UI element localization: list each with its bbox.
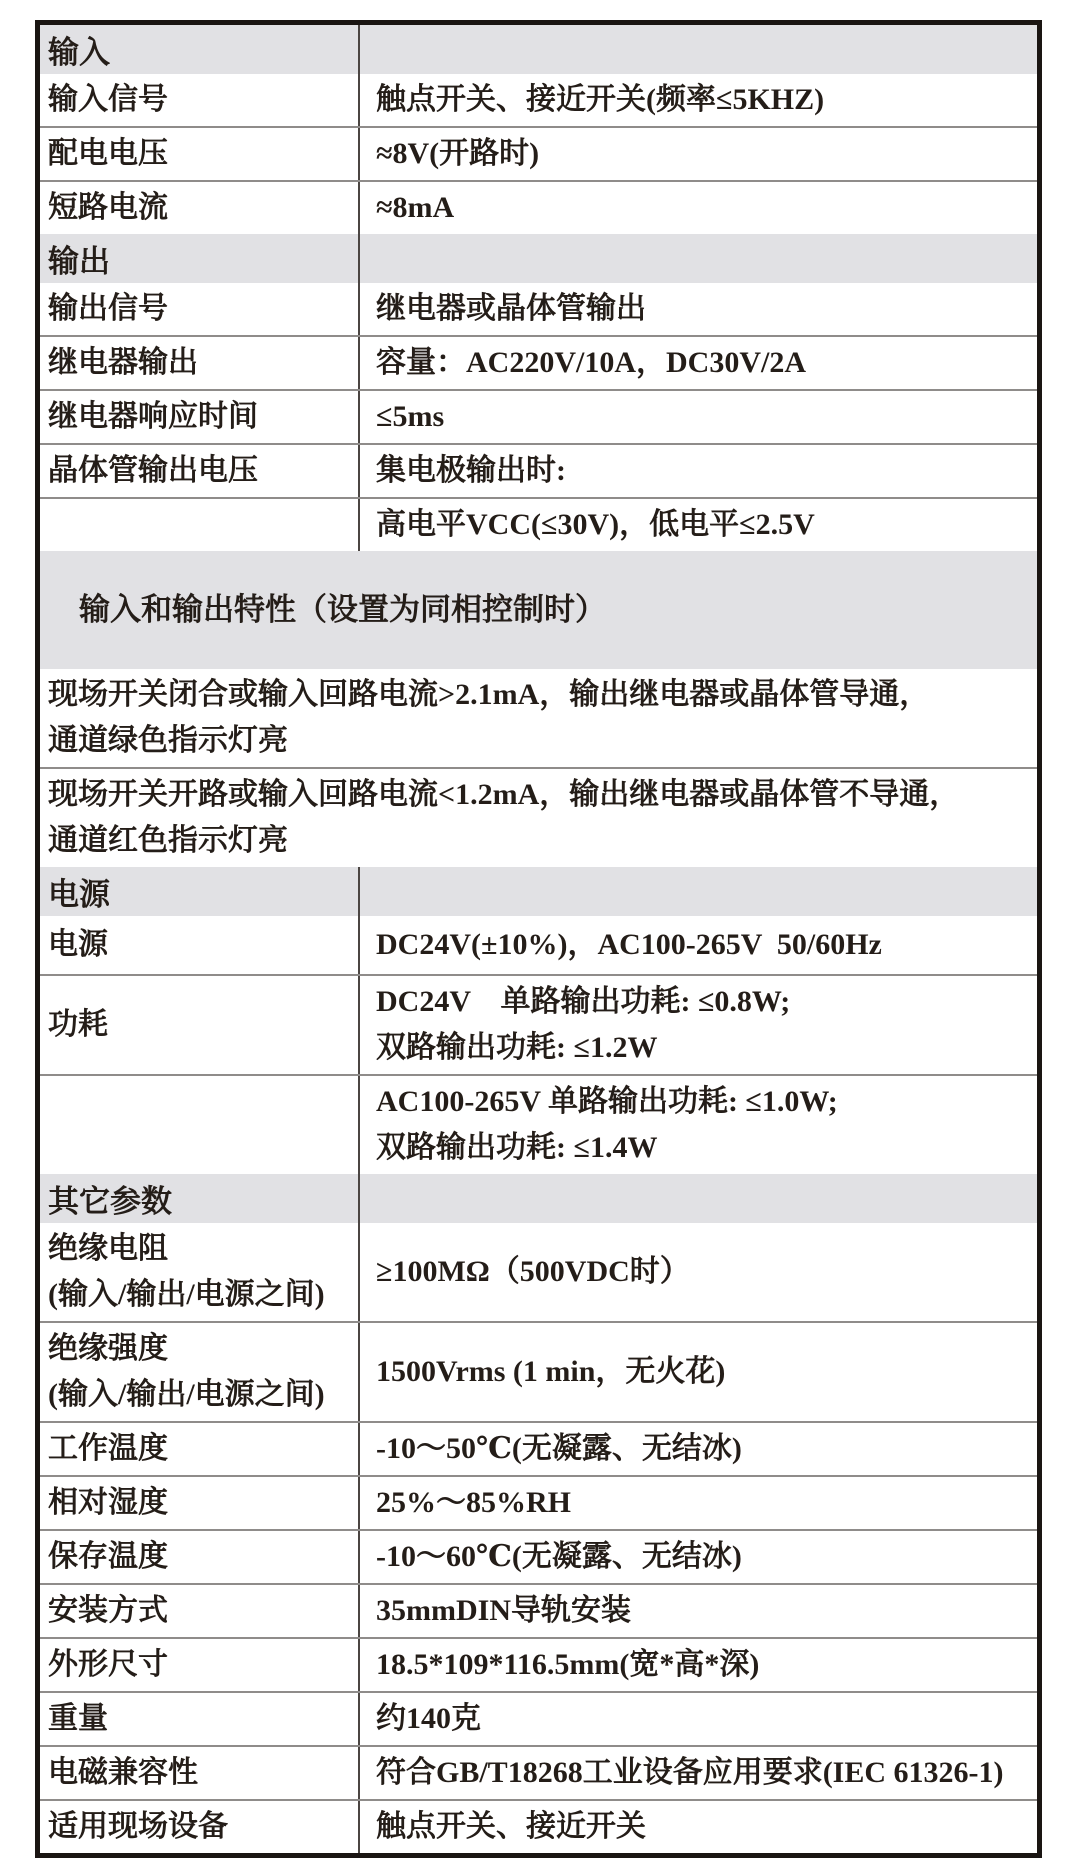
- spec-value: 高电平VCC(≤30V)，低电平≤2.5V: [376, 508, 815, 541]
- section-title: 输入: [40, 25, 360, 74]
- row-insulation-resistance: [40, 1223, 1037, 1321]
- row-io-note-open: [40, 767, 1037, 867]
- spec-label: 相对湿度: [48, 1486, 168, 1519]
- spec-label: 功耗: [48, 1008, 108, 1041]
- row-weight: [40, 1691, 1037, 1745]
- section-header-other-params: [40, 1174, 1037, 1223]
- spec-value: DC24V(±10%)，AC100-265V 50/60Hz: [376, 928, 882, 961]
- section-title: 输出: [40, 234, 360, 283]
- spec-value: 触点开关、接近开关(频率≤5KHZ): [376, 83, 825, 116]
- spec-label: 输出信号: [48, 292, 168, 325]
- spec-label: 绝缘电阻: [48, 1232, 168, 1265]
- section-title: 输入和输出特性（设置为同相控制时）: [79, 592, 606, 627]
- spec-label-note: (输入/输出/电源之间): [48, 1378, 325, 1411]
- row-io-note-closed: [40, 669, 1037, 767]
- spec-value: 触点开关、接近开关: [376, 1810, 646, 1843]
- section-header-power: [40, 867, 1037, 916]
- spec-label: 配电电压: [48, 137, 168, 170]
- spec-value: ≈8V(开路时): [376, 137, 540, 170]
- spec-value-line: 双路输出功耗: ≤1.2W: [376, 1031, 658, 1064]
- spec-value: 容量：AC220V/10A，DC30V/2A: [376, 346, 806, 379]
- spec-label: 输入信号: [48, 83, 168, 116]
- spec-value: 25%～85%RH: [376, 1486, 571, 1519]
- spec-value: -10～60℃(无凝露、无结冰): [376, 1540, 742, 1573]
- note-line: 通道绿色指示灯亮: [48, 724, 288, 757]
- spec-label: 电磁兼容性: [48, 1756, 198, 1789]
- spec-value-line: DC24V 单路输出功耗: ≤0.8W;: [376, 985, 791, 1018]
- section-header-input: [40, 25, 1037, 74]
- row-input-signal: [40, 74, 1037, 126]
- row-relay-output: [40, 335, 1037, 389]
- spec-label: 安装方式: [48, 1594, 168, 1627]
- row-relative-humidity: [40, 1475, 1037, 1529]
- row-power-consumption-dc: [40, 974, 1037, 1074]
- row-power-consumption-ac: [40, 1074, 1037, 1174]
- spec-value-line: AC100-265V 单路输出功耗: ≤1.0W;: [376, 1085, 838, 1118]
- row-mounting-method: [40, 1583, 1037, 1637]
- spec-label: 工作温度: [48, 1432, 168, 1465]
- spec-value: 集电极输出时:: [376, 454, 566, 487]
- spec-value: 35mmDIN导轨安装: [376, 1594, 631, 1627]
- note-line: 现场开关开路或输入回路电流<1.2mA，输出继电器或晶体管不导通，: [48, 778, 960, 811]
- row-emc: [40, 1745, 1037, 1799]
- section-header-io-characteristics: [40, 551, 1037, 669]
- spec-label: 绝缘强度: [48, 1332, 168, 1365]
- spec-value: ≈8mA: [376, 191, 455, 224]
- row-power-supply: [40, 916, 1037, 974]
- spec-value: 符合GB/T18268工业设备应用要求(IEC 61326-1): [376, 1756, 1004, 1789]
- spec-value: 18.5*109*116.5mm(宽*高*深): [376, 1648, 760, 1681]
- specification-table: [35, 20, 1042, 1858]
- row-insulation-strength: [40, 1321, 1037, 1421]
- section-title: 其它参数: [40, 1174, 360, 1223]
- row-storage-temperature: [40, 1529, 1037, 1583]
- spec-value: ≤5ms: [376, 400, 445, 433]
- spec-label: 外形尺寸: [48, 1648, 168, 1681]
- spec-label: 短路电流: [48, 191, 168, 224]
- row-supply-voltage: [40, 126, 1037, 180]
- spec-label: 继电器输出: [48, 346, 198, 379]
- note-line: 现场开关闭合或输入回路电流>2.1mA，输出继电器或晶体管导通，: [48, 678, 930, 711]
- row-short-circuit-current: [40, 180, 1037, 234]
- spec-label: 电源: [48, 928, 108, 961]
- note-line: 通道红色指示灯亮: [48, 824, 288, 857]
- row-applicable-field-devices: [40, 1799, 1037, 1853]
- row-dimensions: [40, 1637, 1037, 1691]
- spec-label: 晶体管输出电压: [48, 454, 258, 487]
- section-title: 电源: [40, 867, 360, 916]
- row-relay-response-time: [40, 389, 1037, 443]
- spec-label: 适用现场设备: [48, 1810, 228, 1843]
- spec-value: 1500Vrms (1 min，无火花): [376, 1355, 726, 1388]
- row-operating-temperature: [40, 1421, 1037, 1475]
- section-header-output: [40, 234, 1037, 283]
- spec-value-line: 双路输出功耗: ≤1.4W: [376, 1131, 658, 1164]
- spec-value: 继电器或晶体管输出: [376, 292, 646, 325]
- row-transistor-output-voltage: [40, 443, 1037, 497]
- row-transistor-output-voltage-cont: [40, 497, 1037, 551]
- spec-label: 继电器响应时间: [48, 400, 258, 433]
- spec-value: 约140克: [376, 1702, 481, 1735]
- spec-value: ≥100MΩ（500VDC时）: [376, 1255, 690, 1288]
- row-output-signal: [40, 283, 1037, 335]
- spec-label: 重量: [48, 1702, 108, 1735]
- spec-label-note: (输入/输出/电源之间): [48, 1278, 325, 1311]
- spec-label: 保存温度: [48, 1540, 168, 1573]
- spec-value: -10～50℃(无凝露、无结冰): [376, 1432, 742, 1465]
